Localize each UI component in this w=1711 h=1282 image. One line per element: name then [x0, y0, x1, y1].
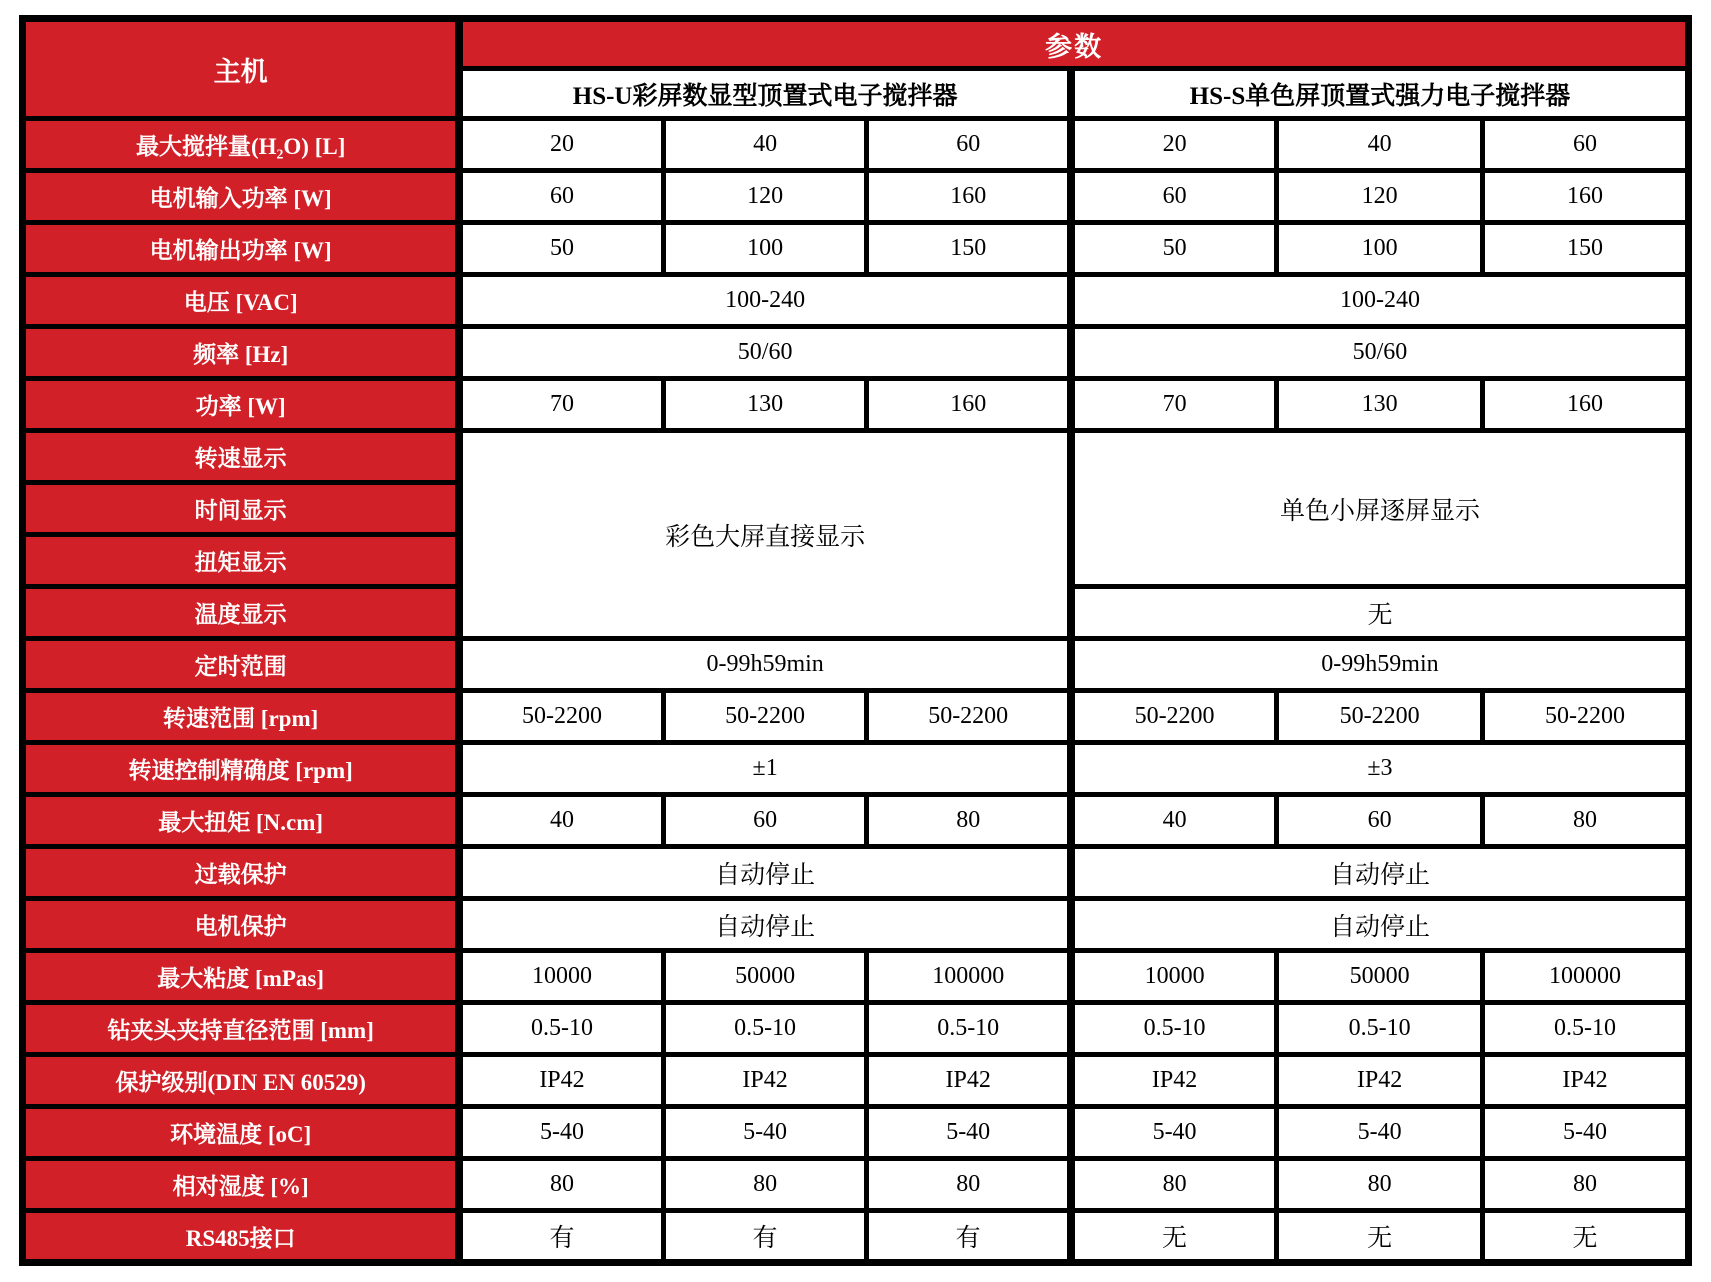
table-row — [23, 899, 1689, 951]
value-cell: 60 — [1071, 171, 1277, 223]
value-cell: 80 — [1483, 1159, 1689, 1211]
value-cell: 60 — [867, 119, 1071, 171]
value-cell: 70 — [1071, 379, 1277, 431]
value-cell: 无 — [1277, 1211, 1483, 1263]
param-header: 参数 — [459, 19, 1688, 69]
table-row — [23, 223, 1689, 275]
value-cell: 10000 — [459, 951, 663, 1003]
value-cell: 5-40 — [459, 1107, 663, 1159]
value-cell: 120 — [663, 171, 867, 223]
row-label-temperature-display: 温度显示 — [23, 587, 460, 639]
row-label-max-torque: 最大扭矩 [N.cm] — [23, 795, 460, 847]
value-cell: 100 — [663, 223, 867, 275]
table-row — [23, 275, 1689, 327]
value-cell: 80 — [459, 1159, 663, 1211]
value-cell: 60 — [459, 171, 663, 223]
value-cell: 0.5-10 — [1483, 1003, 1689, 1055]
row-label-power: 功率 [W] — [23, 379, 460, 431]
table-row — [23, 1055, 1689, 1107]
value-cell: 5-40 — [867, 1107, 1071, 1159]
value-cell: 50/60 — [1071, 327, 1689, 379]
table-row — [23, 171, 1689, 223]
value-cell: 80 — [867, 795, 1071, 847]
value-cell: 自动停止 — [459, 899, 1071, 951]
value-cell: 80 — [663, 1159, 867, 1211]
row-label-rs485-interface: RS485接口 — [23, 1211, 460, 1263]
value-cell: 50-2200 — [663, 691, 867, 743]
table-row — [23, 691, 1689, 743]
row-label-speed-display: 转速显示 — [23, 431, 460, 483]
value-cell: ±1 — [459, 743, 1071, 795]
product-header-hsu: HS-U彩屏数显型顶置式电子搅拌器 — [459, 69, 1071, 119]
value-cell: 有 — [663, 1211, 867, 1263]
value-cell: 无 — [1071, 1211, 1277, 1263]
value-cell: 自动停止 — [459, 847, 1071, 899]
value-cell: 5-40 — [1277, 1107, 1483, 1159]
value-cell: 50-2200 — [867, 691, 1071, 743]
value-cell: 50/60 — [459, 327, 1071, 379]
value-cell: 自动停止 — [1071, 847, 1689, 899]
row-label-max-viscosity: 最大粘度 [mPas] — [23, 951, 460, 1003]
table-row — [23, 847, 1689, 899]
value-cell: 有 — [459, 1211, 663, 1263]
value-cell: 5-40 — [663, 1107, 867, 1159]
row-label-time-display: 时间显示 — [23, 483, 460, 535]
value-cell: 0.5-10 — [663, 1003, 867, 1055]
table-row — [23, 1159, 1689, 1211]
row-label-torque-display: 扭矩显示 — [23, 535, 460, 587]
row-label-max-stirring-quantity: 最大搅拌量(H₂O) [L] — [23, 119, 460, 171]
value-cell: 120 — [1277, 171, 1483, 223]
value-cell: 100000 — [867, 951, 1071, 1003]
row-label-motor-input-power: 电机输入功率 [W] — [23, 171, 460, 223]
table-row — [23, 327, 1689, 379]
row-label-chuck-clamping-range: 钻夹头夹持直径范围 [mm] — [23, 1003, 460, 1055]
row-label-motor-protection: 电机保护 — [23, 899, 460, 951]
row-label-speed-control-accuracy: 转速控制精确度 [rpm] — [23, 743, 460, 795]
value-cell: 150 — [1483, 223, 1689, 275]
value-cell: IP42 — [1277, 1055, 1483, 1107]
table-row — [23, 951, 1689, 1003]
value-cell: 50000 — [1277, 951, 1483, 1003]
value-cell: 0.5-10 — [1277, 1003, 1483, 1055]
value-cell: 50 — [1071, 223, 1277, 275]
table-row — [23, 639, 1689, 691]
row-label-frequency: 频率 [Hz] — [23, 327, 460, 379]
value-cell: 80 — [867, 1159, 1071, 1211]
corner-header-host: 主机 — [23, 19, 460, 119]
value-cell: 40 — [1277, 119, 1483, 171]
value-cell: 160 — [867, 379, 1071, 431]
value-cell: 160 — [867, 171, 1071, 223]
row-label-timer-range: 定时范围 — [23, 639, 460, 691]
value-cell: 0.5-10 — [459, 1003, 663, 1055]
value-cell: 无 — [1483, 1211, 1689, 1263]
value-cell: 50-2200 — [1277, 691, 1483, 743]
value-cell: 80 — [1277, 1159, 1483, 1211]
display-cell-hsu: 彩色大屏直接显示 — [459, 431, 1071, 639]
value-cell: 50-2200 — [1071, 691, 1277, 743]
spec-table — [19, 15, 1692, 1266]
value-cell: 40 — [1071, 795, 1277, 847]
value-cell: 5-40 — [1483, 1107, 1689, 1159]
value-cell: 60 — [663, 795, 867, 847]
value-cell: 160 — [1483, 379, 1689, 431]
value-cell: 50000 — [663, 951, 867, 1003]
row-label-motor-output-power: 电机输出功率 [W] — [23, 223, 460, 275]
value-cell: 0.5-10 — [1071, 1003, 1277, 1055]
value-cell: 80 — [1483, 795, 1689, 847]
value-cell: 0.5-10 — [867, 1003, 1071, 1055]
table-row — [23, 1003, 1689, 1055]
value-cell: 0-99h59min — [459, 639, 1071, 691]
value-cell: 50 — [459, 223, 663, 275]
value-cell: 10000 — [1071, 951, 1277, 1003]
value-cell: 50-2200 — [1483, 691, 1689, 743]
value-cell: 60 — [1483, 119, 1689, 171]
value-cell: 160 — [1483, 171, 1689, 223]
value-cell: 无 — [1071, 587, 1689, 639]
value-cell: IP42 — [663, 1055, 867, 1107]
value-cell: 130 — [663, 379, 867, 431]
value-cell: 20 — [459, 119, 663, 171]
value-cell: 有 — [867, 1211, 1071, 1263]
value-cell: 100-240 — [1071, 275, 1689, 327]
table-row — [23, 1107, 1689, 1159]
value-cell: 100 — [1277, 223, 1483, 275]
value-cell: 20 — [1071, 119, 1277, 171]
value-cell: 100-240 — [459, 275, 1071, 327]
value-cell: 40 — [459, 795, 663, 847]
value-cell: IP42 — [1071, 1055, 1277, 1107]
table-row — [23, 743, 1689, 795]
row-label-relative-humidity: 相对湿度 [%] — [23, 1159, 460, 1211]
row-label-ambient-temperature: 环境温度 [oC] — [23, 1107, 460, 1159]
value-cell: 60 — [1277, 795, 1483, 847]
product-header-hss: HS-S单色屏顶置式强力电子搅拌器 — [1071, 69, 1689, 119]
table-header-row-1 — [23, 19, 1689, 69]
value-cell: 80 — [1071, 1159, 1277, 1211]
value-cell: 自动停止 — [1071, 899, 1689, 951]
value-cell: 40 — [663, 119, 867, 171]
value-cell: 100000 — [1483, 951, 1689, 1003]
row-label-speed-range: 转速范围 [rpm] — [23, 691, 460, 743]
value-cell: 70 — [459, 379, 663, 431]
value-cell: IP42 — [1483, 1055, 1689, 1107]
table-row — [23, 1211, 1689, 1263]
value-cell: 0-99h59min — [1071, 639, 1689, 691]
value-cell: IP42 — [459, 1055, 663, 1107]
display-cell-hss: 单色小屏逐屏显示 — [1071, 431, 1689, 587]
table-row — [23, 431, 1689, 483]
row-label-overload-protection: 过载保护 — [23, 847, 460, 899]
value-cell: 130 — [1277, 379, 1483, 431]
value-cell: ±3 — [1071, 743, 1689, 795]
value-cell: 5-40 — [1071, 1107, 1277, 1159]
value-cell: 50-2200 — [459, 691, 663, 743]
row-label-voltage: 电压 [VAC] — [23, 275, 460, 327]
table-row — [23, 379, 1689, 431]
value-cell: 150 — [867, 223, 1071, 275]
table-row — [23, 119, 1689, 171]
value-cell: IP42 — [867, 1055, 1071, 1107]
row-label-protection-class: 保护级别(DIN EN 60529) — [23, 1055, 460, 1107]
table-row — [23, 795, 1689, 847]
